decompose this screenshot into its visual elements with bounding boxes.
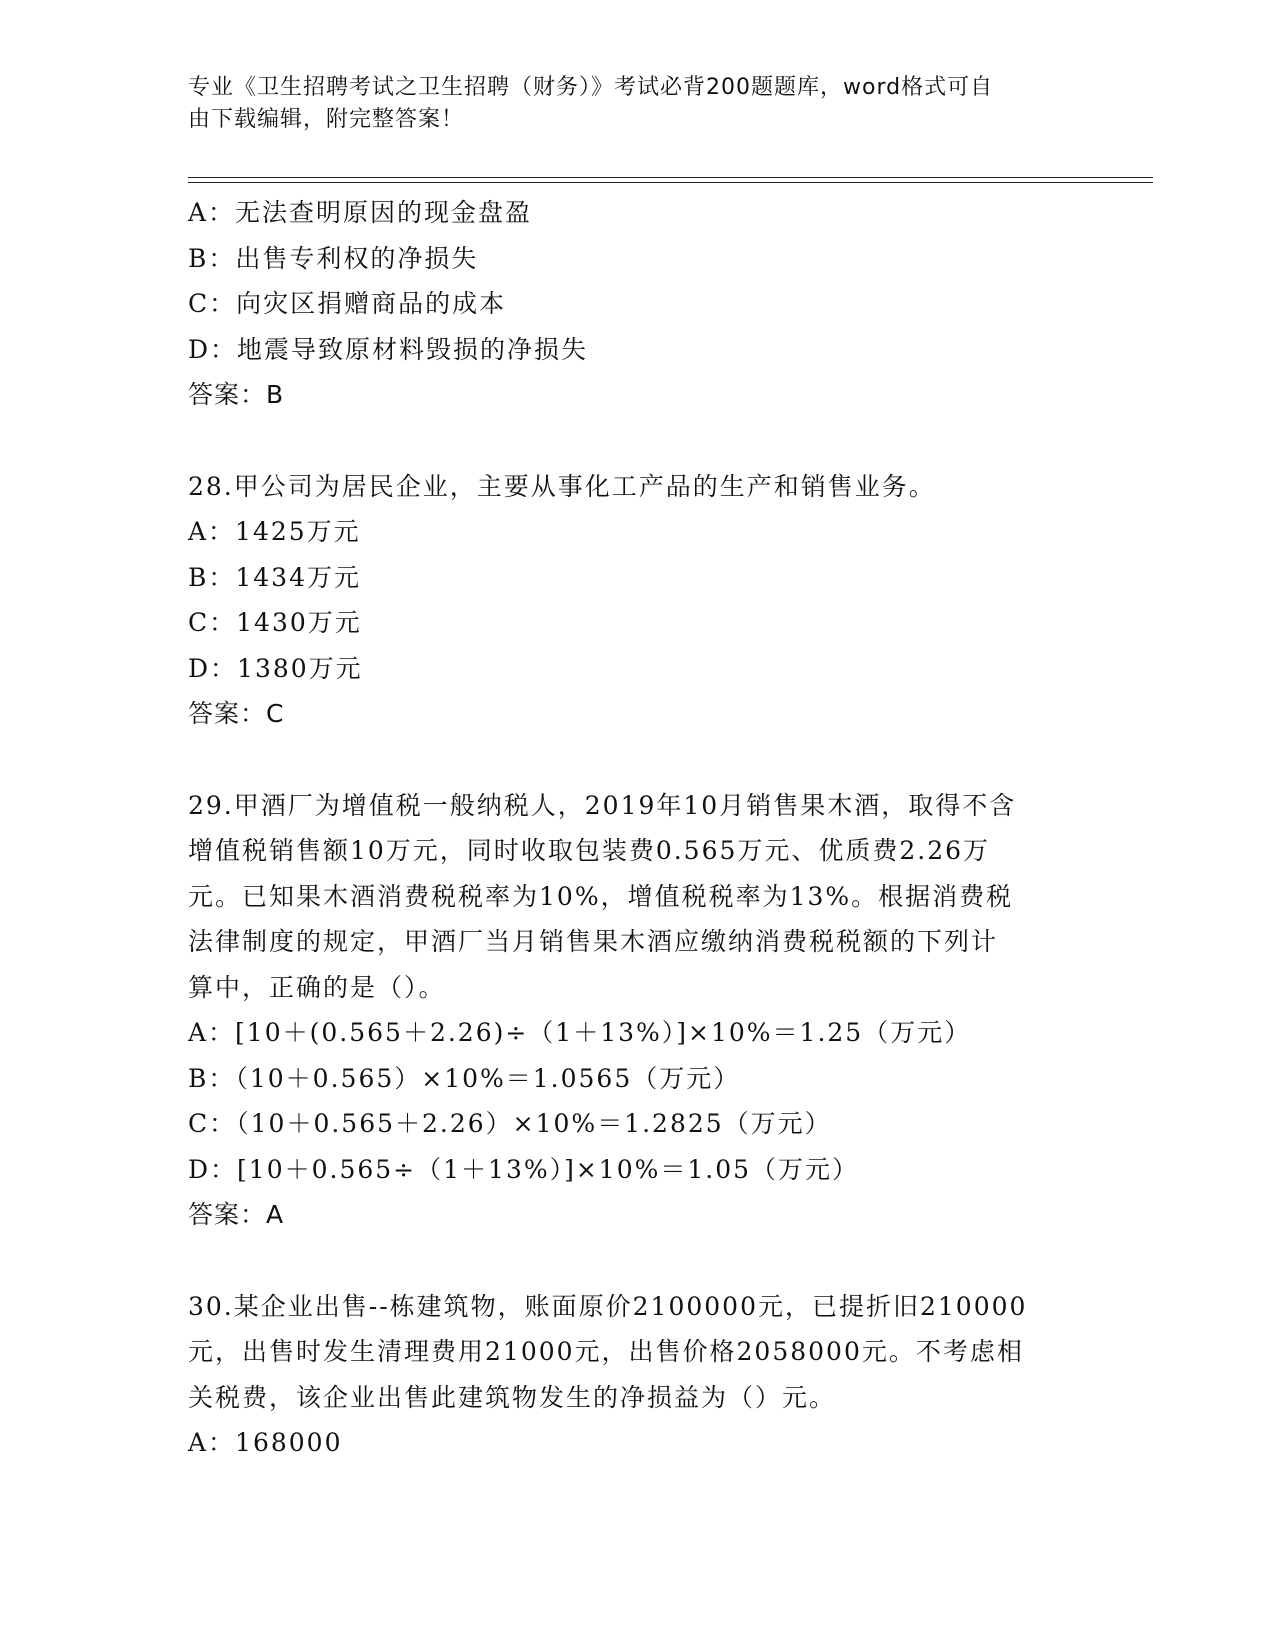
answer-line: 答案：A	[188, 1200, 285, 1229]
question-30	[188, 1284, 1078, 1466]
answer-line: 答案：C	[188, 699, 285, 728]
question-stem-line: 法律制度的规定，甲酒厂当月销售果木酒应缴纳消费税税额的下列计	[188, 927, 999, 956]
question-stem-line: 算中，正确的是（）。	[188, 972, 446, 1002]
option-a: A：无法查明原因的现金盘盈	[188, 198, 533, 227]
header-line-1: 专业《卫生招聘考试之卫生招聘（财务）》考试必背200题题库，word格式可自	[188, 75, 994, 100]
spacer	[188, 737, 1078, 783]
question-list	[188, 190, 1078, 1466]
question-stem-line: 30.某企业出售--栋建筑物，账面原价2100000元，已提折旧210000	[188, 1291, 1028, 1321]
option-b: B：出售专利权的净损失	[188, 243, 479, 273]
question-29	[188, 783, 1078, 1238]
option-a: A：168000	[188, 1428, 343, 1457]
option-b: B：（10＋0.565）×10%＝1.0565（万元）	[188, 1063, 741, 1093]
option-c: C：1430万元	[188, 608, 362, 637]
header-divider-bottom	[188, 182, 1153, 183]
question-stem-line: 元。已知果木酒消费税税率为10%，增值税税率为13%。根据消费税	[188, 881, 1014, 911]
question-28	[188, 464, 1078, 737]
question-stem: 28.甲公司为居民企业，主要从事化工产品的生产和销售业务。	[188, 471, 936, 501]
option-c: C：（10＋0.565＋2.26）×10%＝1.2825（万元）	[188, 1109, 832, 1138]
document-header	[188, 72, 1068, 136]
question-27	[188, 190, 1078, 418]
question-stem-line: 增值税销售额10万元，同时收取包装费0.565万元、优质费2.26万	[188, 836, 991, 865]
spacer	[188, 418, 1078, 464]
option-d: D：1380万元	[188, 653, 363, 683]
option-a: A：[10＋(0.565＋2.26)÷（1＋13%）]×10%＝1.25（万元）	[188, 1018, 972, 1047]
spacer	[188, 1238, 1078, 1284]
option-b: B：1434万元	[188, 562, 361, 592]
header-divider-top	[188, 177, 1153, 178]
answer-line: 答案：B	[188, 380, 285, 409]
option-c: C：向灾区捐赠商品的成本	[188, 289, 507, 318]
question-stem-line: 关税费，该企业出售此建筑物发生的净损益为（）元。	[188, 1382, 837, 1412]
question-stem-line: 元，出售时发生清理费用21000元，出售价格2058000元。不考虑相	[188, 1337, 1024, 1366]
option-d: D：[10＋0.565÷（1＋13%）]×10%＝1.05（万元）	[188, 1154, 860, 1184]
header-line-2: 由下载编辑，附完整答案！	[188, 107, 465, 132]
option-d: D：地震导致原材料毁损的净损失	[188, 334, 589, 364]
question-stem-line: 29.甲酒厂为增值税一般纳税人，2019年10月销售果木酒，取得不含	[188, 790, 1017, 820]
option-a: A：1425万元	[188, 517, 361, 546]
